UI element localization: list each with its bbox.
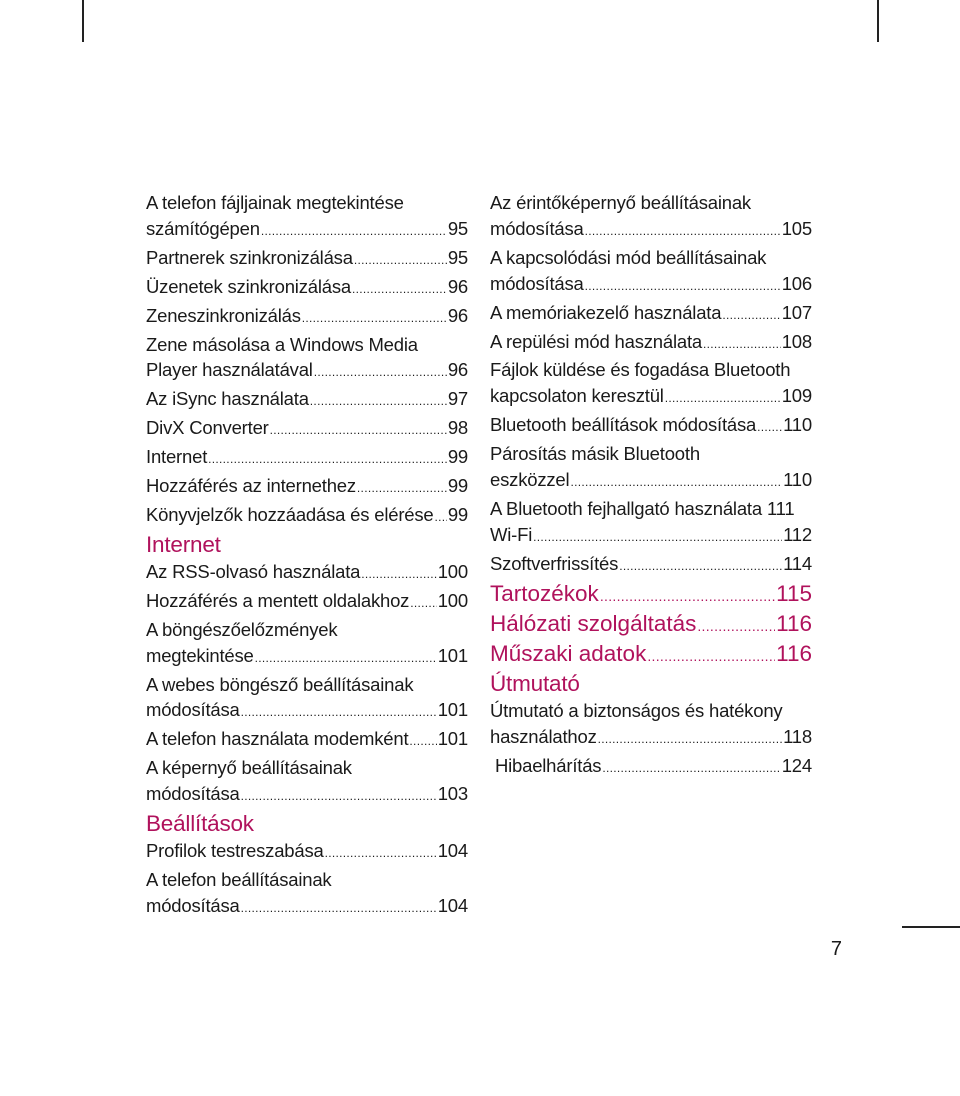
toc-entry-title: Az iSync használata — [146, 388, 309, 410]
toc-entry — [490, 441, 812, 467]
toc-page-number: 101 — [437, 728, 468, 750]
toc-entry-title: Az RSS-olvasó használata — [146, 560, 361, 582]
toc-entry — [146, 332, 468, 358]
toc-entry — [146, 697, 468, 726]
toc-entry — [490, 724, 812, 753]
toc-entry-title: Internet — [146, 446, 208, 468]
toc-entry — [146, 386, 468, 415]
page-number: 7 — [830, 938, 842, 960]
toc-entry-title: Párosítás másik Bluetooth — [490, 443, 700, 465]
toc-entry-title: Hozzáférés az internethez — [146, 475, 356, 497]
toc-entry-title: DivX Converter — [146, 417, 269, 439]
toc-entry — [146, 559, 468, 588]
toc-page-number: 104 — [437, 840, 468, 862]
section-heading: Útmutató — [490, 670, 580, 696]
toc-right-column — [490, 190, 812, 781]
toc-entry — [146, 617, 468, 643]
dot-leader — [600, 582, 775, 610]
toc-page-number: 107 — [781, 301, 812, 323]
toc-entry — [490, 271, 812, 300]
toc-page-number: 116 — [776, 640, 812, 666]
toc-entry-title: módosítása — [146, 894, 240, 916]
toc-entry-title: A telefon beállításainak — [146, 868, 332, 890]
toc-entry-title: Hozzáférés a mentett oldalakhoz — [146, 589, 410, 611]
toc-entry-title: használathoz — [490, 725, 597, 747]
toc-entry — [146, 588, 468, 617]
toc-page-number: 96 — [447, 304, 468, 326]
toc-entry — [146, 357, 468, 386]
dot-leader — [270, 418, 447, 444]
dot-leader — [361, 562, 436, 588]
dot-leader — [261, 219, 447, 245]
toc-entry-title: eszközzel — [490, 469, 570, 491]
toc-entry — [490, 245, 812, 271]
toc-page-number: 97 — [447, 388, 468, 410]
dot-leader — [585, 274, 781, 300]
toc-entry-title: Zeneszinkronizálás — [146, 304, 301, 326]
dot-leader — [352, 277, 447, 303]
toc-entry-title: Profilok testreszabása — [146, 840, 324, 862]
toc-entry-title: A repülési mód használata — [490, 330, 702, 352]
toc-entry-title: Tartozékok — [490, 580, 599, 606]
dot-leader — [703, 332, 781, 358]
toc-page-number: 105 — [781, 217, 812, 239]
toc-entry — [490, 753, 812, 782]
toc-entry-title: Wi-Fi — [490, 523, 533, 545]
toc-entry — [490, 467, 812, 496]
toc-page-number: 112 — [783, 523, 812, 545]
toc-entry — [146, 502, 468, 531]
toc-left-column — [146, 190, 468, 922]
toc-entry-title: Hálózati szolgáltatás — [490, 610, 697, 636]
section-heading: Beállítások — [146, 811, 254, 837]
toc-page-number: 108 — [781, 330, 812, 352]
toc-page-number: 103 — [437, 783, 468, 805]
toc-entry-title: Könyvjelzők hozzáadása és elérése — [146, 503, 434, 525]
toc-entry-title: Partnerek szinkronizálása — [146, 246, 353, 268]
toc-entry — [146, 303, 468, 332]
toc-page-number: 98 — [447, 417, 468, 439]
toc-page-number: 114 — [783, 552, 812, 574]
toc-page-number: 99 — [447, 446, 468, 468]
toc-entry-title: A telefon használata modemként — [146, 728, 409, 750]
dot-leader — [619, 554, 782, 580]
dot-leader — [241, 784, 437, 810]
dot-leader — [208, 447, 447, 473]
toc-entry-title: módosítása — [146, 699, 240, 721]
toc-page-number: 95 — [447, 217, 468, 239]
toc-entry-title: A memóriakezelő használata — [490, 301, 722, 323]
toc-page-number: 124 — [781, 754, 812, 776]
dot-leader — [357, 476, 447, 502]
toc-entry — [490, 329, 812, 358]
toc-entry-title: Üzenetek szinkronizálása — [146, 275, 351, 297]
toc-entry — [490, 300, 812, 329]
toc-page-number: 111 — [766, 497, 795, 519]
dot-leader — [255, 646, 437, 672]
toc-entry-title: A kapcsolódási mód beállításainak — [490, 246, 767, 268]
toc-entry-title: kapcsolaton keresztül — [490, 385, 664, 407]
toc-page-number: 100 — [437, 560, 468, 582]
section-heading: Internet — [146, 531, 221, 557]
toc-entry — [146, 473, 468, 502]
dot-leader — [410, 591, 436, 617]
toc-page-number: 109 — [781, 385, 812, 407]
toc-entry-title: Zene másolása a Windows Media — [146, 333, 418, 355]
toc-page-number: 96 — [447, 275, 468, 297]
toc-entry — [146, 726, 468, 755]
toc-entry — [490, 357, 812, 383]
dot-leader — [409, 729, 436, 755]
dot-leader — [533, 525, 782, 551]
toc-entry — [490, 412, 812, 441]
toc-entry — [146, 274, 468, 303]
dot-leader — [325, 841, 437, 867]
toc-entry — [490, 383, 812, 412]
toc-entry — [490, 496, 812, 522]
dot-leader — [647, 642, 775, 670]
dot-leader — [314, 360, 447, 386]
dot-leader — [302, 306, 447, 332]
toc-entry — [490, 522, 812, 551]
toc-entry-title: módosítása — [490, 217, 584, 239]
toc-page-number: 99 — [447, 503, 468, 525]
toc-entry-title: Bluetooth beállítások módosítása — [490, 414, 757, 436]
dot-leader — [570, 470, 782, 496]
crop-mark-top-right — [877, 0, 879, 42]
toc-page-number: 110 — [783, 414, 812, 436]
toc-entry-title: Fájlok küldése és fogadása Bluetooth — [490, 359, 791, 381]
toc-entry — [146, 245, 468, 274]
dot-leader — [757, 415, 782, 441]
toc-section-entry — [490, 640, 812, 670]
toc-entry — [146, 867, 468, 893]
dot-leader — [665, 386, 781, 412]
dot-leader — [310, 389, 447, 415]
toc-page-number: 118 — [783, 725, 812, 747]
toc-entry — [146, 643, 468, 672]
crop-mark-right — [902, 926, 960, 928]
toc-entry — [146, 415, 468, 444]
toc-entry-title: A Bluetooth fejhallgató használata — [490, 497, 762, 519]
toc-entry-title: Szoftverfrissítés — [490, 552, 619, 574]
toc-entry-title: megtekintése — [146, 644, 254, 666]
toc-entry-title: A webes böngésző beállításainak — [146, 673, 414, 695]
toc-page-number: 110 — [783, 469, 812, 491]
dot-leader — [241, 700, 437, 726]
toc-entry-title: Az érintőképernyő beállításainak — [490, 192, 751, 213]
toc-entry — [490, 190, 812, 216]
toc-entry — [146, 672, 468, 698]
toc-entry — [146, 444, 468, 473]
toc-page-number: 96 — [447, 359, 468, 381]
toc-entry-title: számítógépen — [146, 217, 260, 239]
toc-entry-title: A telefon fájljainak megtekintése — [146, 192, 404, 213]
toc-page-number: 101 — [437, 699, 468, 721]
toc-entry-title: módosítása — [146, 783, 240, 805]
toc-entry-title: Műszaki adatok — [490, 640, 647, 666]
toc-entry — [490, 216, 812, 245]
toc-page-number: 95 — [447, 246, 468, 268]
dot-leader — [722, 303, 780, 329]
toc-entry-title: A böngészőelőzmények — [146, 618, 338, 640]
toc-entry-title: módosítása — [490, 272, 584, 294]
toc-page-number: 101 — [437, 644, 468, 666]
dot-leader — [241, 896, 437, 922]
dot-leader — [697, 612, 775, 640]
toc-entry — [146, 781, 468, 810]
toc-entry — [146, 893, 468, 922]
toc-entry — [490, 698, 812, 724]
toc-page-number: 116 — [776, 610, 812, 636]
dot-leader — [354, 248, 447, 274]
toc-entry — [490, 551, 812, 580]
dot-leader — [435, 505, 447, 531]
toc-page-number: 106 — [781, 272, 812, 294]
dot-leader — [585, 219, 781, 245]
toc-entry-title: A képernyő beállításainak — [146, 757, 352, 779]
crop-mark-top-left — [82, 0, 84, 42]
toc-section-entry — [490, 610, 812, 640]
toc-entry-title: Útmutató a biztonságos és hatékony — [490, 699, 783, 721]
toc-section-entry — [490, 580, 812, 610]
dot-leader — [602, 756, 780, 782]
toc-page-number: 100 — [437, 589, 468, 611]
toc-entry-title: Player használatával — [146, 359, 313, 381]
toc-entry — [146, 216, 468, 245]
toc-entry — [146, 190, 468, 216]
toc-page-number: 99 — [447, 475, 468, 497]
toc-entry-title: Hibaelhárítás — [490, 754, 602, 776]
toc-entry — [146, 755, 468, 781]
toc-page-number: 115 — [776, 580, 812, 606]
toc-entry — [146, 838, 468, 867]
toc-page-number: 104 — [437, 894, 468, 916]
dot-leader — [598, 727, 782, 753]
